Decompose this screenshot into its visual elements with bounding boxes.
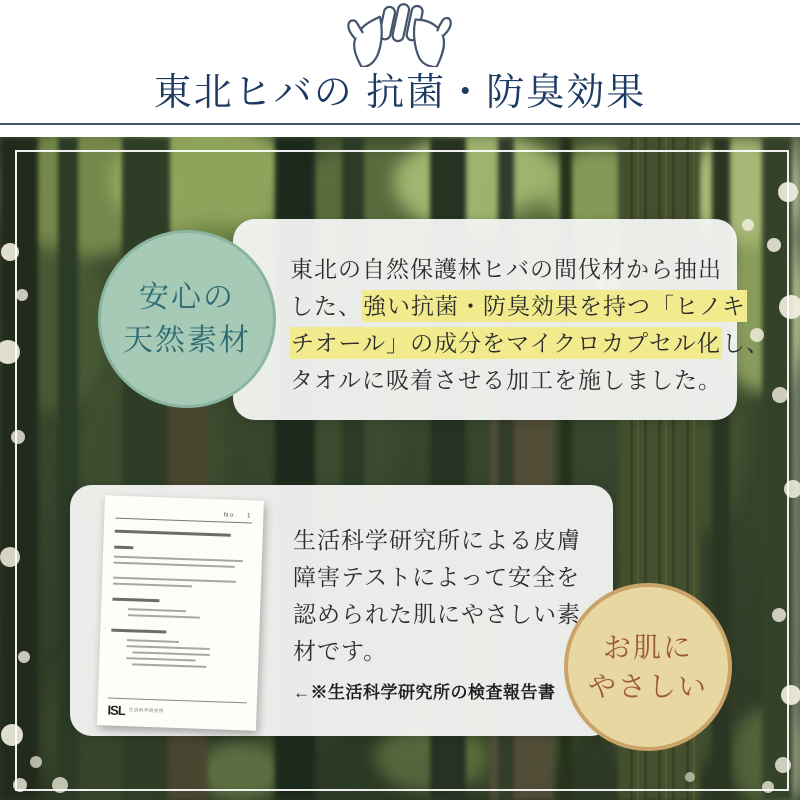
skin-test-paragraph (293, 522, 581, 703)
isl-logo: ISL (107, 702, 126, 719)
safe-natural-material-badge (98, 230, 276, 408)
header (0, 0, 800, 125)
report-text-line (129, 608, 187, 612)
card1-line-3 (290, 325, 770, 362)
report-text-line (127, 639, 179, 643)
green-badge-line-2: 天然素材 (123, 324, 251, 357)
report-text-line (115, 530, 231, 537)
report-text-line (132, 651, 209, 656)
gentle-on-skin-badge (564, 583, 732, 751)
report-text-line (128, 614, 199, 618)
report-text-line (113, 577, 236, 583)
card1-line2-highlight: 強い抗菌・防臭効果を持つ「ヒノキ (362, 290, 747, 322)
card1-line-4: タオルに吸着させる加工を施しました。 (290, 367, 722, 393)
forest-photo (0, 137, 800, 800)
green-badge-line-1: 安心の (139, 281, 235, 314)
report-text-line (114, 562, 235, 568)
report-text-line (111, 629, 166, 634)
natural-material-paragraph (290, 251, 770, 399)
report-footer (107, 698, 247, 722)
report-text-line (114, 556, 243, 562)
inspection-report-thumbnail (97, 495, 264, 730)
report-text-line (127, 645, 209, 650)
washing-hands-icon (0, 0, 800, 69)
isl-logo-caption: 生活科学研究所 (128, 707, 164, 714)
tan-badge-line-1: お肌に (602, 632, 693, 663)
card1-line3-highlight: チオール」の成分をマイクロカプセル化 (290, 327, 722, 359)
card1-line-1: 東北の自然保護林ヒバの間伐材から抽出 (290, 256, 722, 282)
card2-line-1: 生活科学研究所による皮膚 (293, 527, 581, 553)
card1-line-2 (290, 288, 770, 325)
skin-test-card (70, 485, 613, 736)
tan-badge-line-2: やさしい (587, 671, 708, 702)
report-reference-note: ←※生活科学研究所の検査報告書 (293, 683, 556, 702)
card2-line-3: 認められた肌にやさしい素 (293, 601, 581, 627)
report-page-number: No. 1 (115, 506, 252, 524)
report-text-line (127, 657, 196, 661)
card1-line3-plain: し、 (721, 330, 770, 356)
card2-line-4: 材です。 (293, 638, 388, 664)
card1-line2-plain: した、 (290, 293, 362, 319)
card2-line-2: 障害テストによって安全を (293, 564, 581, 590)
page-title: 東北ヒバの 抗菌・防臭効果 (153, 72, 647, 114)
report-text-line (114, 546, 133, 550)
natural-material-card (233, 219, 770, 420)
report-text-line (112, 598, 159, 603)
report-text-line (132, 663, 206, 668)
report-text-line (113, 583, 192, 588)
